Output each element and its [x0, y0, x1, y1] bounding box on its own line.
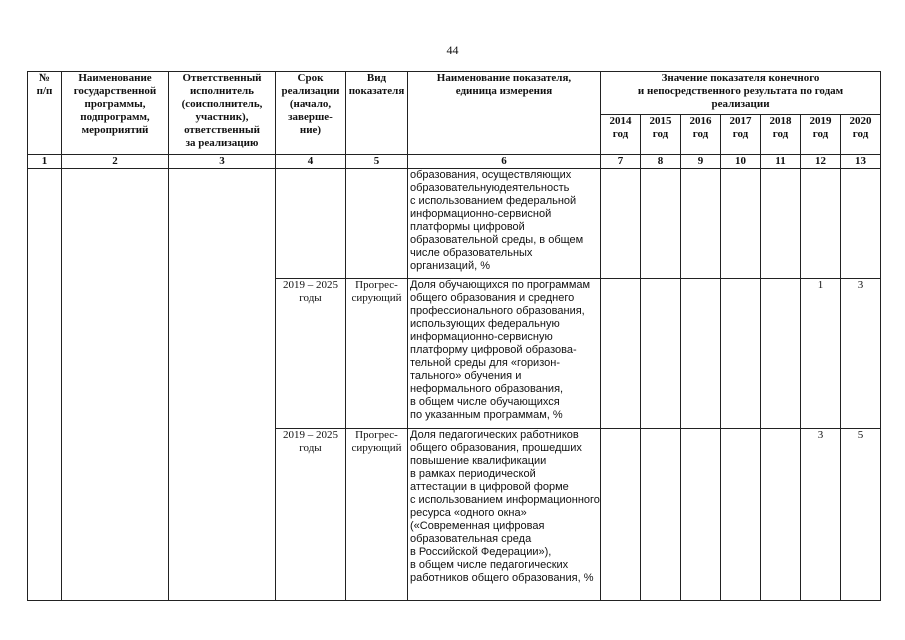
text-line: Наименование показателя,: [436, 72, 572, 84]
year-unit: год: [732, 128, 749, 140]
cell-value: [641, 429, 681, 601]
year-label: 2020: [849, 115, 872, 127]
cell-indicator-name: [408, 279, 601, 429]
text-line: аттестации в цифровой форме: [410, 481, 569, 493]
year-label: 2014: [609, 115, 632, 127]
text-line: мероприятий: [81, 124, 149, 136]
text-line: образовательнуюдеятельность: [410, 182, 570, 194]
column-number: 6: [408, 155, 601, 169]
column-number: 9: [681, 155, 721, 169]
cell-value: [601, 279, 641, 429]
header-year-2020: [841, 115, 881, 155]
text-line: ние): [299, 124, 322, 136]
text-line: 2019 – 2025: [283, 429, 338, 441]
cell-indicator-name: [408, 429, 601, 601]
text-line: 2019 – 2025: [283, 279, 338, 291]
text-line: Прогрес-: [355, 279, 398, 291]
text-line: с использованием информационного: [410, 494, 600, 506]
text-line: тельной среды для «горизон-: [410, 357, 560, 369]
text-line: работников общего образования, %: [410, 572, 594, 584]
text-line: информационно-сервисную: [410, 331, 553, 343]
text-line: ресурса «одного окна»: [410, 507, 527, 519]
column-number: 4: [276, 155, 346, 169]
header-year-2018: [761, 115, 801, 155]
cell-value: 5: [841, 429, 881, 601]
header-program: [62, 72, 169, 155]
text-line: общего образования и среднего: [410, 292, 575, 304]
header-indicator-type: [346, 72, 408, 155]
text-line: общего образования, прошедших: [410, 442, 582, 454]
cell-value: [681, 429, 721, 601]
year-unit: год: [852, 128, 869, 140]
cell-value: [841, 169, 881, 279]
text-line: участник),: [195, 111, 249, 123]
cell-value: [601, 429, 641, 601]
column-number: 2: [62, 155, 169, 169]
text-line: Доля педагогических работников: [410, 429, 579, 441]
cell-value: [681, 279, 721, 429]
text-line: (соисполнитель,: [181, 98, 263, 110]
cell-value: [721, 169, 761, 279]
year-label: 2015: [649, 115, 672, 127]
text-line: тального» обучения и: [410, 370, 522, 382]
text-line: годы: [299, 442, 322, 454]
cell-value: [681, 169, 721, 279]
year-label: 2017: [729, 115, 752, 127]
column-number: 13: [841, 155, 881, 169]
text-line: Прогрес-: [355, 429, 398, 441]
cell-period: [276, 169, 346, 279]
text-line: и непосредственного результата по годам: [637, 85, 844, 97]
year-label: 2019: [809, 115, 832, 127]
text-line: реализации: [281, 85, 340, 97]
text-line: Доля обучающихся по программам: [410, 279, 591, 291]
text-line: Наименование: [78, 72, 152, 84]
column-number: 1: [28, 155, 62, 169]
text-line: Ответственный: [182, 72, 262, 84]
text-line: исполнитель: [189, 85, 255, 97]
text-line: (начало,: [289, 98, 332, 110]
text-line: в общем числе педагогических: [410, 559, 569, 571]
cell-value: [761, 169, 801, 279]
text-line: организаций, %: [410, 260, 490, 272]
text-line: платформы цифровой: [410, 221, 525, 233]
text-line: за реализацию: [185, 137, 259, 149]
year-unit: год: [692, 128, 709, 140]
text-line: Вид: [366, 72, 387, 84]
text-line: в общем числе обучающихся: [410, 396, 560, 408]
column-number: 12: [801, 155, 841, 169]
text-line: ответственный: [184, 124, 260, 136]
cell-value: 3: [801, 429, 841, 601]
cell-program: [62, 169, 169, 601]
cell-value: [641, 169, 681, 279]
text-line: информационно-сервисной: [410, 208, 552, 220]
cell-value: [641, 279, 681, 429]
header-period: [276, 72, 346, 155]
year-label: 2016: [689, 115, 712, 127]
table-row: [28, 169, 881, 279]
column-number: 5: [346, 155, 408, 169]
year-unit: год: [812, 128, 829, 140]
text-line: п/п: [36, 85, 53, 97]
column-number: 8: [641, 155, 681, 169]
text-line: государственной: [73, 85, 157, 97]
text-line: образовательной среды, в общем: [410, 234, 584, 246]
cell-value: [761, 429, 801, 601]
cell-value: [601, 169, 641, 279]
text-line: («Современная цифровая: [410, 520, 545, 532]
year-label: 2018: [769, 115, 792, 127]
header-year-2019: [801, 115, 841, 155]
text-line: в рамках периодической: [410, 468, 536, 480]
column-number: 10: [721, 155, 761, 169]
cell-value: [761, 279, 801, 429]
text-line: числе образовательных: [410, 247, 533, 259]
header-year-2015: [641, 115, 681, 155]
text-line: повышение квалификации: [410, 455, 547, 467]
text-line: сирующий: [351, 442, 402, 454]
column-number: 3: [169, 155, 276, 169]
text-line: с использованием федеральной: [410, 195, 577, 207]
text-line: показателя: [348, 85, 405, 97]
text-line: неформального образования,: [410, 383, 564, 395]
cell-indicator-type: [346, 169, 408, 279]
column-number: 7: [601, 155, 641, 169]
header-number: [28, 72, 62, 155]
text-line: реализации: [711, 98, 770, 110]
year-unit: год: [612, 128, 629, 140]
text-line: Срок: [297, 72, 324, 84]
text-line: программы,: [84, 98, 146, 110]
text-line: образовательная среда: [410, 533, 532, 545]
text-line: образования, осуществляющих: [410, 169, 572, 181]
text-line: использующих федеральную: [410, 318, 560, 330]
year-unit: год: [772, 128, 789, 140]
text-line: годы: [299, 292, 322, 304]
header-year-2016: [681, 115, 721, 155]
text-line: №: [38, 72, 51, 84]
text-line: Значение показателя конечного: [661, 72, 820, 84]
cell-period: [276, 279, 346, 429]
column-number: 11: [761, 155, 801, 169]
header-year-2017: [721, 115, 761, 155]
cell-indicator-name: [408, 169, 601, 279]
cell-value: [721, 429, 761, 601]
cell-value: 1: [801, 279, 841, 429]
cell-number: [28, 169, 62, 601]
cell-value: [801, 169, 841, 279]
header-values-group: [601, 72, 881, 115]
header-year-2014: [601, 115, 641, 155]
text-line: заверше-: [288, 111, 333, 123]
text-line: сирующий: [351, 292, 402, 304]
text-line: по указанным программам, %: [410, 409, 563, 421]
header-executor: [169, 72, 276, 155]
cell-value: 3: [841, 279, 881, 429]
text-line: профессионального образования,: [410, 305, 585, 317]
text-line: платформу цифровой образова-: [410, 344, 577, 356]
cell-indicator-type: [346, 429, 408, 601]
text-line: в Российской Федерации»),: [410, 546, 552, 558]
page-number: 44: [446, 43, 459, 57]
indicator-table: [27, 71, 881, 601]
header-indicator-name: [408, 72, 601, 155]
text-line: подпрограмм,: [80, 111, 150, 123]
cell-period: [276, 429, 346, 601]
year-unit: год: [652, 128, 669, 140]
column-number-row: [28, 155, 881, 169]
cell-indicator-type: [346, 279, 408, 429]
cell-value: [721, 279, 761, 429]
text-line: единица измерения: [455, 85, 553, 97]
cell-executor: [169, 169, 276, 601]
